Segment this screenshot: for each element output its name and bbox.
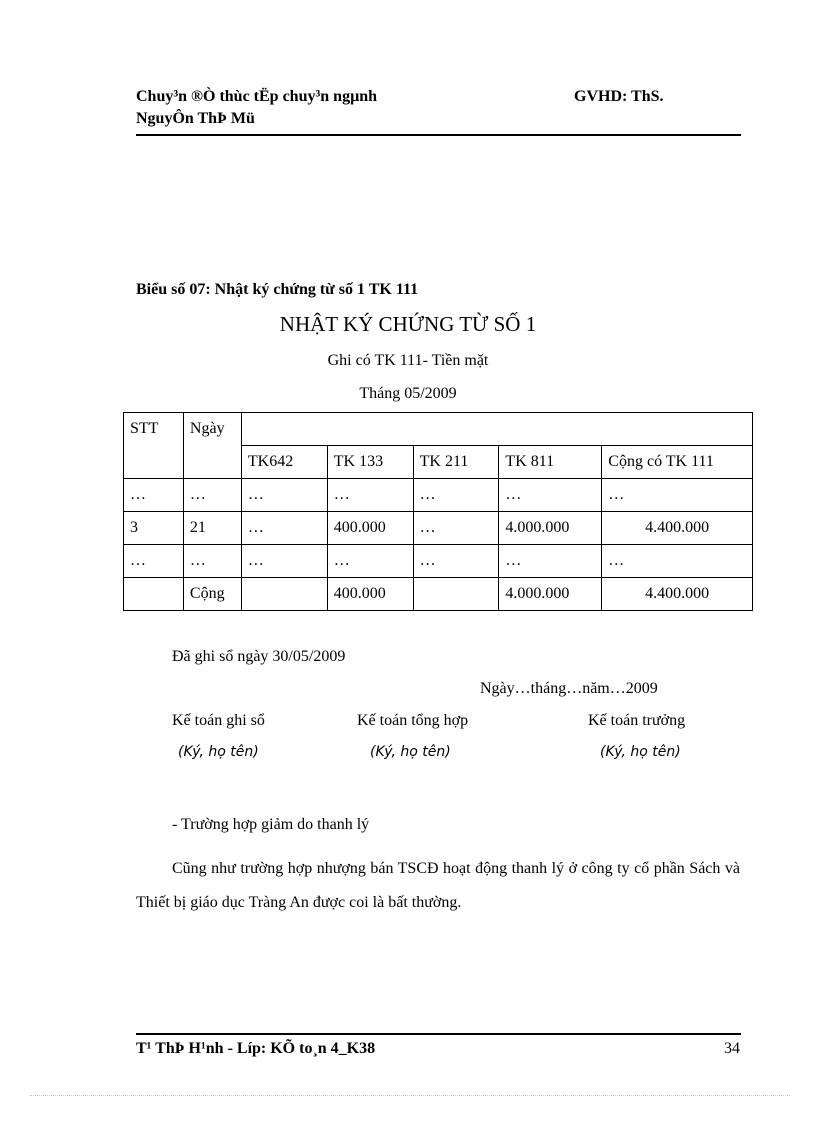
cell: 21 (183, 512, 241, 545)
cell: Cộng (183, 578, 241, 611)
document-title: NHẬT KÝ CHỨNG TỪ SỐ 1 (279, 312, 537, 336)
ledger-table (123, 412, 753, 611)
cell: … (241, 479, 327, 512)
cell (124, 578, 184, 611)
signature-note: (Ký, họ tên) (600, 744, 681, 760)
cell: … (413, 545, 499, 578)
header-tk811: TK 811 (499, 446, 602, 479)
cell: 4.400.000 (602, 578, 753, 611)
header-total: Cộng có TK 111 (602, 446, 753, 479)
table-row (124, 512, 753, 545)
document-month: Tháng 05/2009 (359, 385, 457, 402)
cell: … (183, 479, 241, 512)
cell: 4.400.000 (602, 512, 753, 545)
cell: … (413, 512, 499, 545)
table-row (124, 479, 753, 512)
cell: … (413, 479, 499, 512)
cell: … (124, 479, 184, 512)
cell: 400.000 (327, 578, 413, 611)
paragraph-heading: - Trường hợp giảm do thanh lý (172, 816, 370, 833)
header-tk133: TK 133 (327, 446, 413, 479)
cell (241, 578, 327, 611)
header-topic: Chuy³n ®Ò thùc tËp chuy³n ngµnh (136, 88, 378, 105)
cell: … (183, 545, 241, 578)
cell: … (327, 479, 413, 512)
table-total-row (124, 578, 753, 611)
page-edge (30, 1095, 790, 1096)
table-header-row (124, 413, 753, 446)
cell: … (124, 545, 184, 578)
cell: … (499, 479, 602, 512)
table-row (124, 545, 753, 578)
cell: 4.000.000 (499, 512, 602, 545)
cell: 400.000 (327, 512, 413, 545)
signing-date: Ngày…tháng…năm…2009 (480, 680, 658, 697)
footer-rule (136, 1033, 741, 1035)
signature-note: (Ký, họ tên) (370, 744, 451, 760)
header-tk211: TK 211 (413, 446, 499, 479)
cell: … (602, 479, 753, 512)
header-group (241, 413, 752, 446)
document-subtitle: Ghi có TK 111- Tiền mặt (327, 352, 489, 369)
header-ngay: Ngày (183, 413, 241, 479)
cell: 4.000.000 (499, 578, 602, 611)
cell: … (327, 545, 413, 578)
header-tk642: TK642 (241, 446, 327, 479)
signature-note: (Ký, họ tên) (178, 744, 259, 760)
header-advisor: GVHD: ThS. (574, 88, 664, 105)
header-advisor-name: NguyÔn ThÞ Mü (136, 110, 255, 127)
footer-author: T¹ ThÞ H¹nh - Líp: KÕ to¸n 4_K38 (136, 1040, 376, 1057)
cell: … (602, 545, 753, 578)
cell (413, 578, 499, 611)
header-rule (136, 134, 741, 136)
paragraph-body: Cũng như trường hợp nhượng bán TSCĐ hoạt động thanh lý ở công ty cổ phần Sách và Thiết bị giáo dục Tràng An được coi là bất thường. (136, 860, 740, 911)
cell: … (241, 545, 327, 578)
cell: … (499, 545, 602, 578)
signature-role-bookkeeper: Kế toán ghi sổ (172, 712, 265, 729)
cell: 3 (124, 512, 184, 545)
signature-role-general-accountant: Kế toán tổng hợp (357, 712, 469, 729)
recorded-date: Đã ghi sổ ngày 30/05/2009 (172, 648, 346, 665)
signature-role-chief-accountant: Kế toán trưởng (588, 712, 686, 729)
cell: … (241, 512, 327, 545)
page-number: 34 (724, 1040, 740, 1057)
table-caption: Biểu số 07: Nhật ký chứng từ số 1 TK 111 (136, 281, 419, 298)
header-stt: STT (124, 413, 184, 479)
